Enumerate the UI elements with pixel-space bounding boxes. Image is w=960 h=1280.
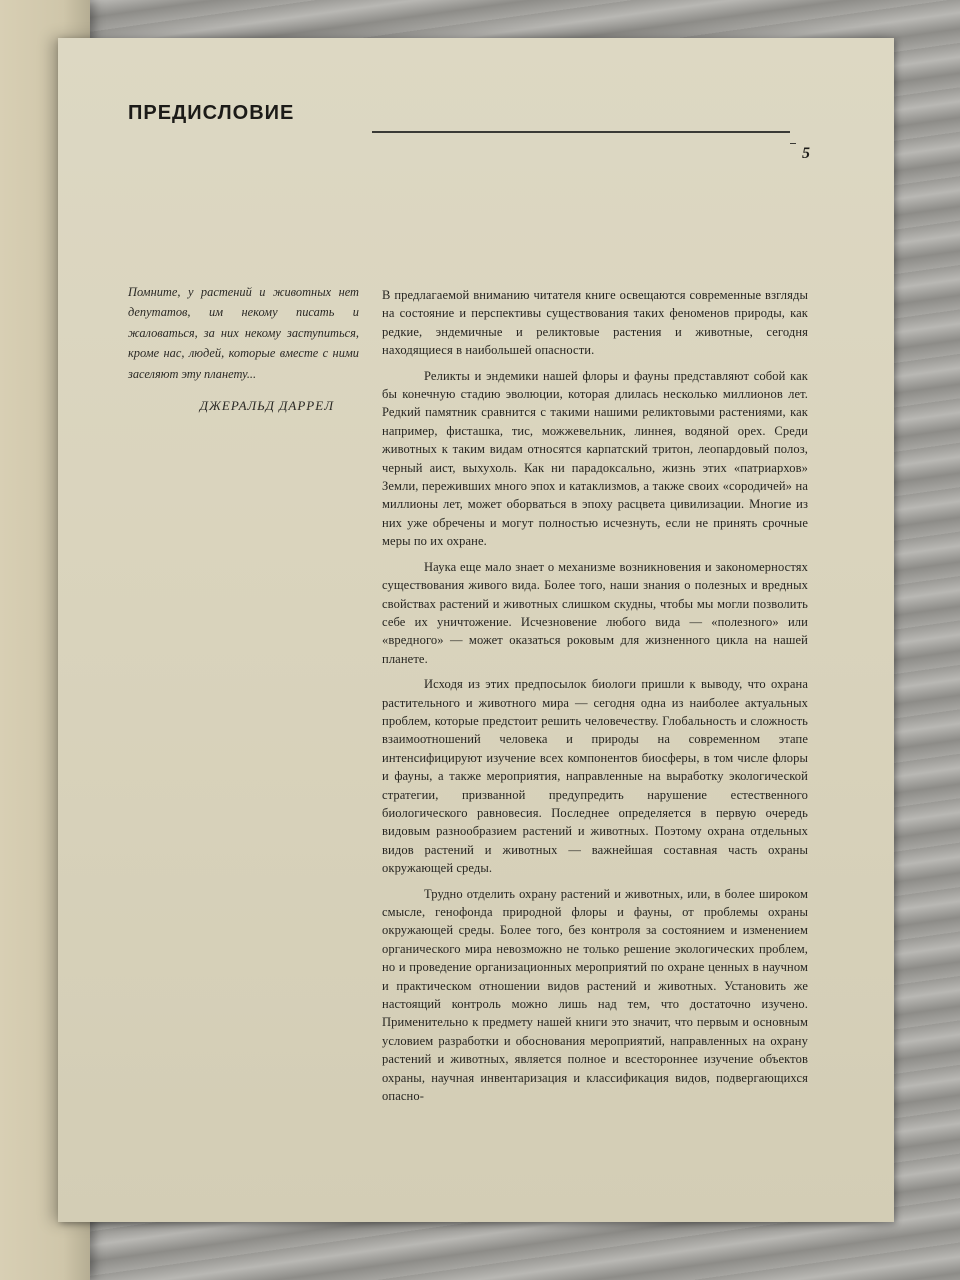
- page-title: ПРЕДИСЛОВИЕ: [128, 102, 295, 124]
- epigraph-author: ДЖЕРАЛЬД ДАРРЕЛ: [199, 398, 334, 413]
- paragraph: Исходя из этих предпосылок биологи пришли к выводу, что охрана растительного и животного мира — сегодня одна из наиболее актуальных проблем, которые предстоит решить человечеству. Глобальность и сложность взаимоотношений человека и природы на современном этапе интенсифицируют изучение всех компонентов биосферы, в том числе флоры и фауны, а также мероприятия, направленные на выработку экологической стратегии, призванной предупредить нарушение естественного биологического равновесия. Последнее определяется в первую очередь видовым разнообразием растений и животных. Поэтому охрана отдельных видов растений и животных — важнейшая составная часть охраны окружающей среды.: [382, 677, 808, 876]
- paragraph: В предлагаемой вниманию читателя книге освещаются современные взгляды на состояние и перспективы существования таких феноменов природы, как редкие, эндемичные и реликтовые растения и животные, сегодня находящиеся в наибольшей опасности.: [382, 288, 808, 358]
- paragraph: Реликты и эндемики нашей флоры и фауны представляют собой как бы конечную стадию эволюции, которая длилась несколько миллионов лет. Редкий памятник сравнится с такими нашими реликтовыми растениями, как например, фисташка, тис, можжевельник, линнея, водяной орех. Среди животных к таким видам относятся карпатский тритон, леопардовый полоз, черный аист, выхухоль. Как ни парадоксально, жизнь этих «патриархов» Земли, переживших много эпох и катаклизмов, а также своих «сородичей» на миллионы лет, может оборваться в эпоху расцвета цивилизации. Многие из них уже обречены и могут полностью исчезнуть, если не принять срочные меры по их охране.: [382, 368, 808, 549]
- header-rule-tick: [790, 143, 796, 144]
- paragraph: Наука еще мало знает о механизме возникновения и закономерностях существования живого вида. Более того, наши знания о полезных и вредных свойствах растений и животных слишком скудны, чтобы мы могли позволить себе их уничтожение. Исчезновение любого вида — «полезного» или «вредного» — может оказаться роковым для жизненного цикла на нашей планете.: [382, 559, 808, 666]
- header-rule: [372, 131, 790, 133]
- epigraph-text: Помните, у растений и животных нет депутатов, им некому писать и жаловаться, за них некому заступиться, кроме нас, людей, которые вместе с ними заселяют эту планету...: [128, 285, 359, 381]
- paragraph: Трудно отделить охрану растений и животных, или, в более широком смысле, генофонда природной флоры и фауны, от проблемы охраны окружающей среды. Более того, без контроля за состоянием и изменением органического мира невозможно не только решение экологических проблем, но и проведение организационных мероприятий по охране ценных в научном и практическом отношении видов растений и животных. Установить же настоящий контроль можно лишь над тем, что достаточно изучено. Применительно к предмету нашей книги это значит, что первым и основным условием разработки и обоснования мероприятий, направленных на охрану растений и животных, является полное и всестороннее изучение объектов охраны, научная инвентаризация и классификация видов, подвергающихся опасно-: [382, 886, 808, 1104]
- page-number: 5: [802, 145, 810, 162]
- epigraph: [128, 282, 359, 384]
- body-text: [382, 286, 808, 1112]
